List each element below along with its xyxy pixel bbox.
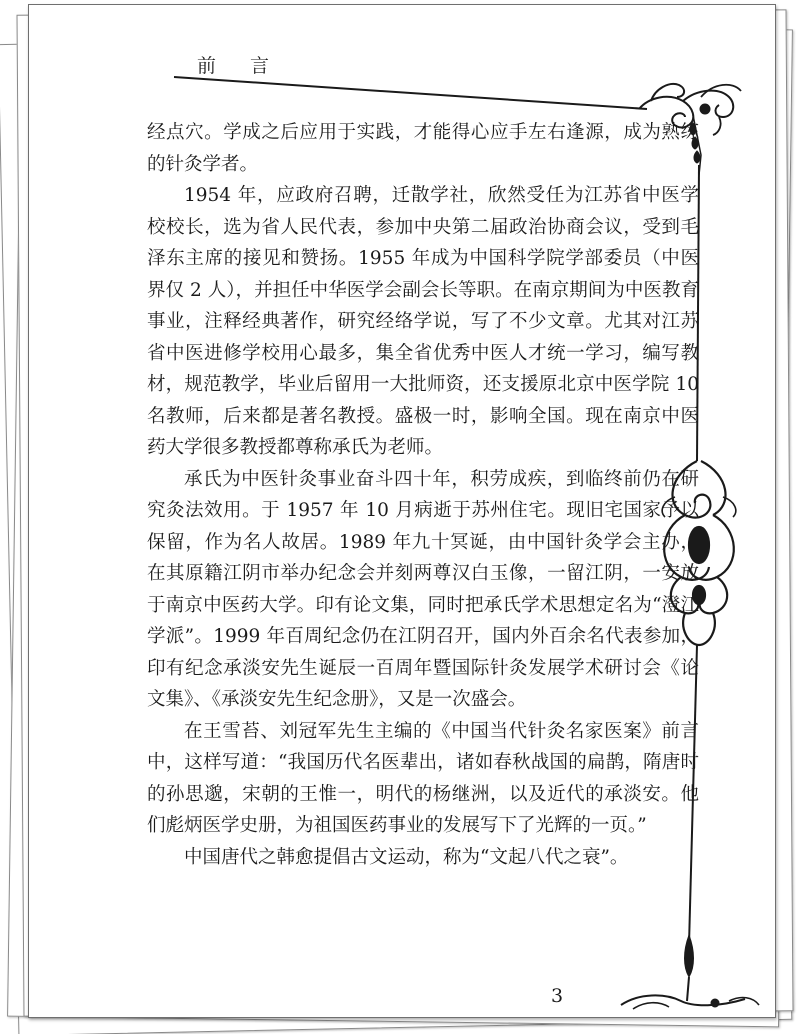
- running-header-title: 前 言: [197, 55, 284, 77]
- paragraph-quotation: 在王雪苔、刘冠军先生主编的《中国当代针灸名家医案》前言中，这样写道：“我国历代名医辈出，诸如春秋战国的扁鹊，隋唐时的孙思邈，宋朝的王惟一，明代的杨继洲，以及近代的承淡安。他们彪炳医学史册，为祖国医药事业的发展写下了光辉的一页。”: [147, 720, 699, 836]
- book-page: [28, 4, 776, 1018]
- body-text: [147, 117, 699, 873]
- paragraph-continuation: 经点穴。学成之后应用于实践，才能得心应手左右逢源，成为熟练的针灸学者。: [147, 122, 699, 175]
- page-number: 3: [551, 985, 564, 1007]
- paragraph-legacy: 承氏为中医针灸事业奋斗四十年，积劳成疾，到临终前仍在研究灸法效用。于 1957 年 10 月病逝于苏州住宅。现旧宅国家予以保留，作为名人故居。1989 年九十冥诞，由中国针灸学会主办，在其原籍江阴市举办纪念会并刻两尊汉白玉像，一留江阴，一安放于南京中医药大学。印有论文集，同时把承氏学术思想定名为“澄江学派”。1999 年百周纪念仍在江阴召开，国内外百余名代表参加，印有纪念承淡安先生诞辰一百周年暨国际针灸发展学术研讨会《论文集》、《承淡安先生纪念册》，又是一次盛会。: [147, 468, 699, 710]
- paragraph-1954: 1954 年，应政府召聘，迁散学社，欣然受任为江苏省中医学校校长，选为省人民代表，参加中央第二届政治协商会议，受到毛泽东主席的接见和赞扬。1955 年成为中国科学院学部委员（中医界仅 2 人），并担任中华医学会副会长等职。在南京期间为中医教育事业，注释经典著作，研究经络学说，写了不少文章。尤其对江苏省中医进修学校用心最多，集全省优秀中医人才统一学习，编写教材，规范教学，毕业后留用一大批师资，还支援原北京中医学院 10 名教师，后来都是著名教授。盛极一时，影响全国。现在南京中医药大学很多教授都尊称承氏为老师。: [147, 185, 699, 458]
- paragraph-han-yu: 中国唐代之韩愈提倡古文运动，称为“文起八代之衰”。: [184, 846, 629, 868]
- bottom-ornament: [621, 935, 759, 1009]
